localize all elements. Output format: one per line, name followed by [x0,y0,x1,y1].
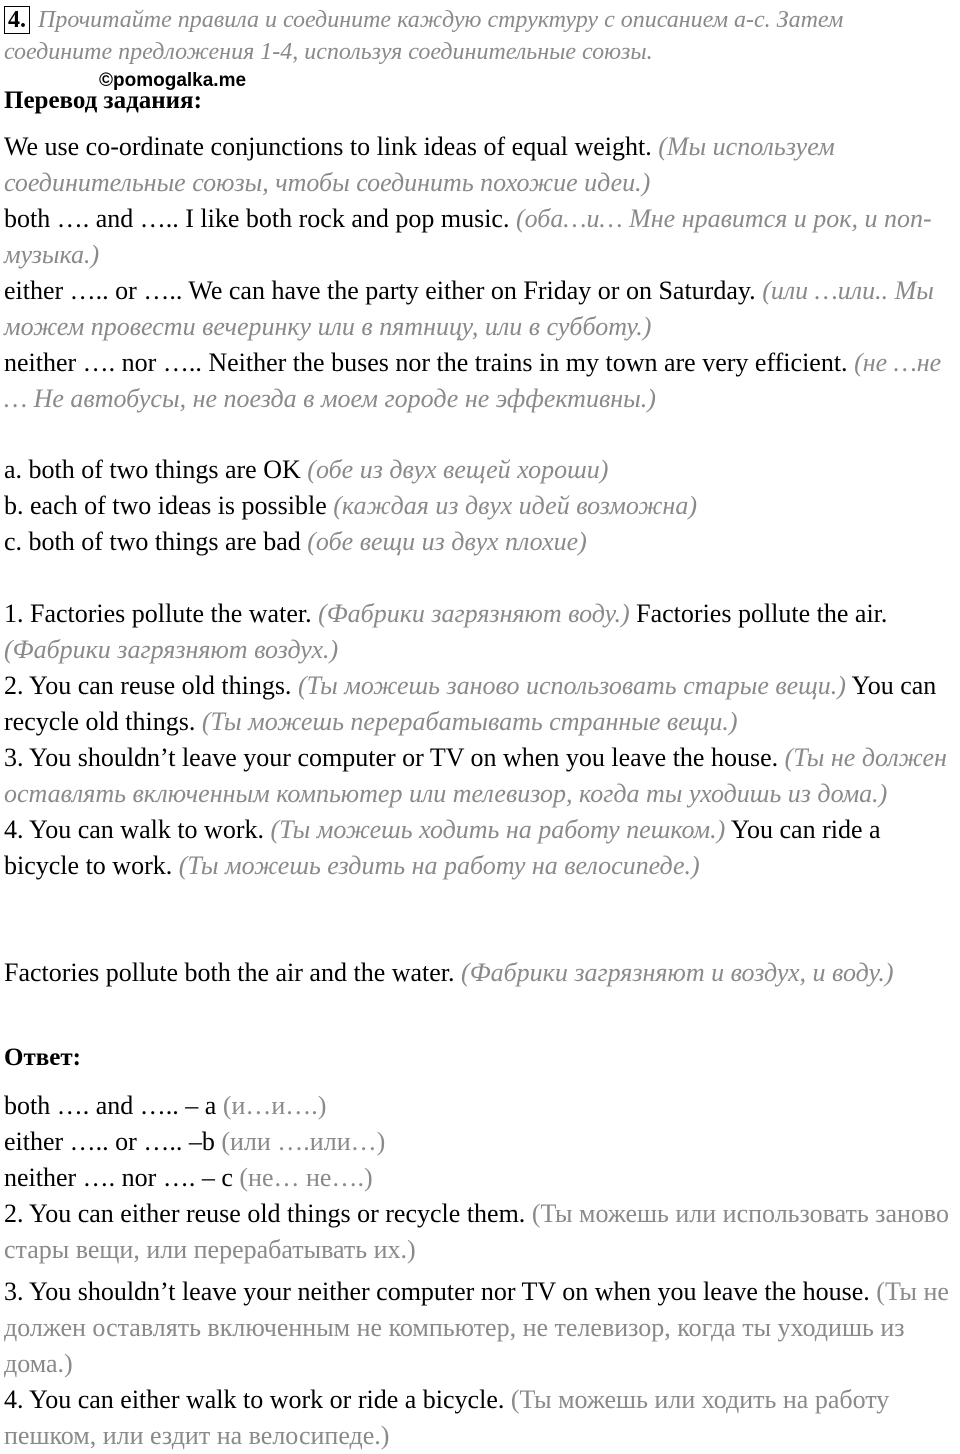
answer-en: both …. and ….. – a [4,1091,217,1120]
sentence-item [4,812,956,884]
sentence-item [4,740,956,812]
watermark: ©pomogalka.me [99,70,247,91]
sentence-ru: (Ты можешь перерабатывать странные вещи.) [201,707,738,736]
sentence-en: 4. You can walk to work. [4,815,264,844]
description-ru: (обе из двух вещей хороши) [307,455,609,484]
description-en: c. both of two things are bad [4,527,301,556]
description-ru: (обе вещи из двух плохие) [307,527,587,556]
answer-item [4,1160,956,1196]
task-instruction: Прочитайте правила и соедините каждую структуру с описанием a-c. Затем соедините предложения 1-4, используя соединительные союзы. [4,7,844,65]
answer-ru: (Ты не должен оставлять включенным не компьютер, не телевизор, когда ты уходишь из дома.) [4,1277,949,1378]
answer-heading: Ответ: [4,1044,81,1071]
description-ru: (каждая из двух идей возможна) [333,491,697,520]
rules-intro [4,129,956,201]
sentence-ru: (Ты можешь ездить на работу на велосипеде.) [178,851,700,880]
answer-en: 3. You shouldn’t leave your neither computer nor TV on when you leave the house. [4,1277,870,1306]
example-en: Factories pollute both the air and the water. [4,958,455,987]
answer-ru: (Ты можешь или ходить на работу пешком, или ездит на велосипеде.) [4,1385,890,1450]
answers-block [4,1088,956,1454]
rule-item [4,201,956,273]
description-item [4,452,956,488]
descriptions-block [4,452,956,560]
sentence-en: 1. Factories pollute the water. [4,599,312,628]
rule-item-ru: (или …или.. Мы можем провести вечеринку или в пятницу, или в субботу.) [4,276,934,341]
answer-ru: (не… не….) [239,1163,373,1192]
sentence-en: You can ride a bicycle to work. [4,815,881,880]
rules-intro-ru: (Мы используем соединительные союзы, чтобы соединить похожие идеи.) [4,132,835,197]
sentence-item [4,596,956,668]
example-ru: (Фабрики загрязняют и воздух, и воду.) [461,958,894,987]
sentence-item [4,668,956,740]
rule-item-en: both …. and ….. I like both rock and pop music. [4,204,510,233]
rule-item [4,345,956,417]
example-sentence [4,955,956,991]
translation-heading: Перевод задания: [4,87,202,114]
rule-item [4,273,956,345]
answer-en: either ….. or ….. –b [4,1127,215,1156]
rule-item-ru: (оба…и… Мне нравится и рок, и поп-музыка.) [4,204,932,269]
sentence-en: 3. You shouldn’t leave your computer or TV on when you leave the house. [4,743,779,772]
task-instruction-block [4,4,956,68]
rules-intro-en: We use co-ordinate conjunctions to link ideas of equal weight. [4,132,652,161]
description-en: b. each of two ideas is possible [4,491,327,520]
sentence-ru: (Ты не должен оставлять включенным компьютер или телевизор, когда ты уходишь из дома.) [4,743,947,808]
sentence-ru: (Фабрики загрязняют воду.) [318,599,630,628]
description-item [4,488,956,524]
example-block [4,955,956,991]
answer-ru: (и…и….) [222,1091,327,1120]
answer-en: 2. You can either reuse old things or recycle them. [4,1199,526,1228]
sentence-en: Factories pollute the air. [636,599,888,628]
rule-item-en: either ….. or ….. We can have the party either on Friday or on Saturday. [4,276,756,305]
answer-en: neither …. nor …. – c [4,1163,233,1192]
answer-item [4,1124,956,1160]
sentence-ru: (Ты можешь ходить на работу пешком.) [270,815,726,844]
answer-ru: (Ты можешь или использовать заново стары вещи, или перерабатывать их.) [4,1199,949,1264]
rule-item-ru: (не …не … Не автобусы, не поезда в моем городе не эффективны.) [4,348,942,413]
description-item [4,524,956,560]
answer-item [4,1088,956,1124]
sentence-en: 2. You can reuse old things. [4,671,292,700]
answer-ru: (или ….или…) [221,1127,386,1156]
answer-item [4,1274,956,1382]
answer-item [4,1382,956,1454]
description-en: a. both of two things are OK [4,455,301,484]
sentence-ru: (Фабрики загрязняют воздух.) [4,635,339,664]
sentence-en: You can recycle old things. [4,671,937,736]
rules-block [4,129,956,417]
answer-item [4,1196,956,1268]
sentences-block [4,596,956,884]
sentence-ru: (Ты можешь заново использовать старые вещи.) [297,671,846,700]
rule-item-en: neither …. nor ….. Neither the buses nor the trains in my town are very efficient. [4,348,848,377]
task-number: 4. [4,6,30,34]
answer-en: 4. You can either walk to work or ride a bicycle. [4,1385,505,1414]
